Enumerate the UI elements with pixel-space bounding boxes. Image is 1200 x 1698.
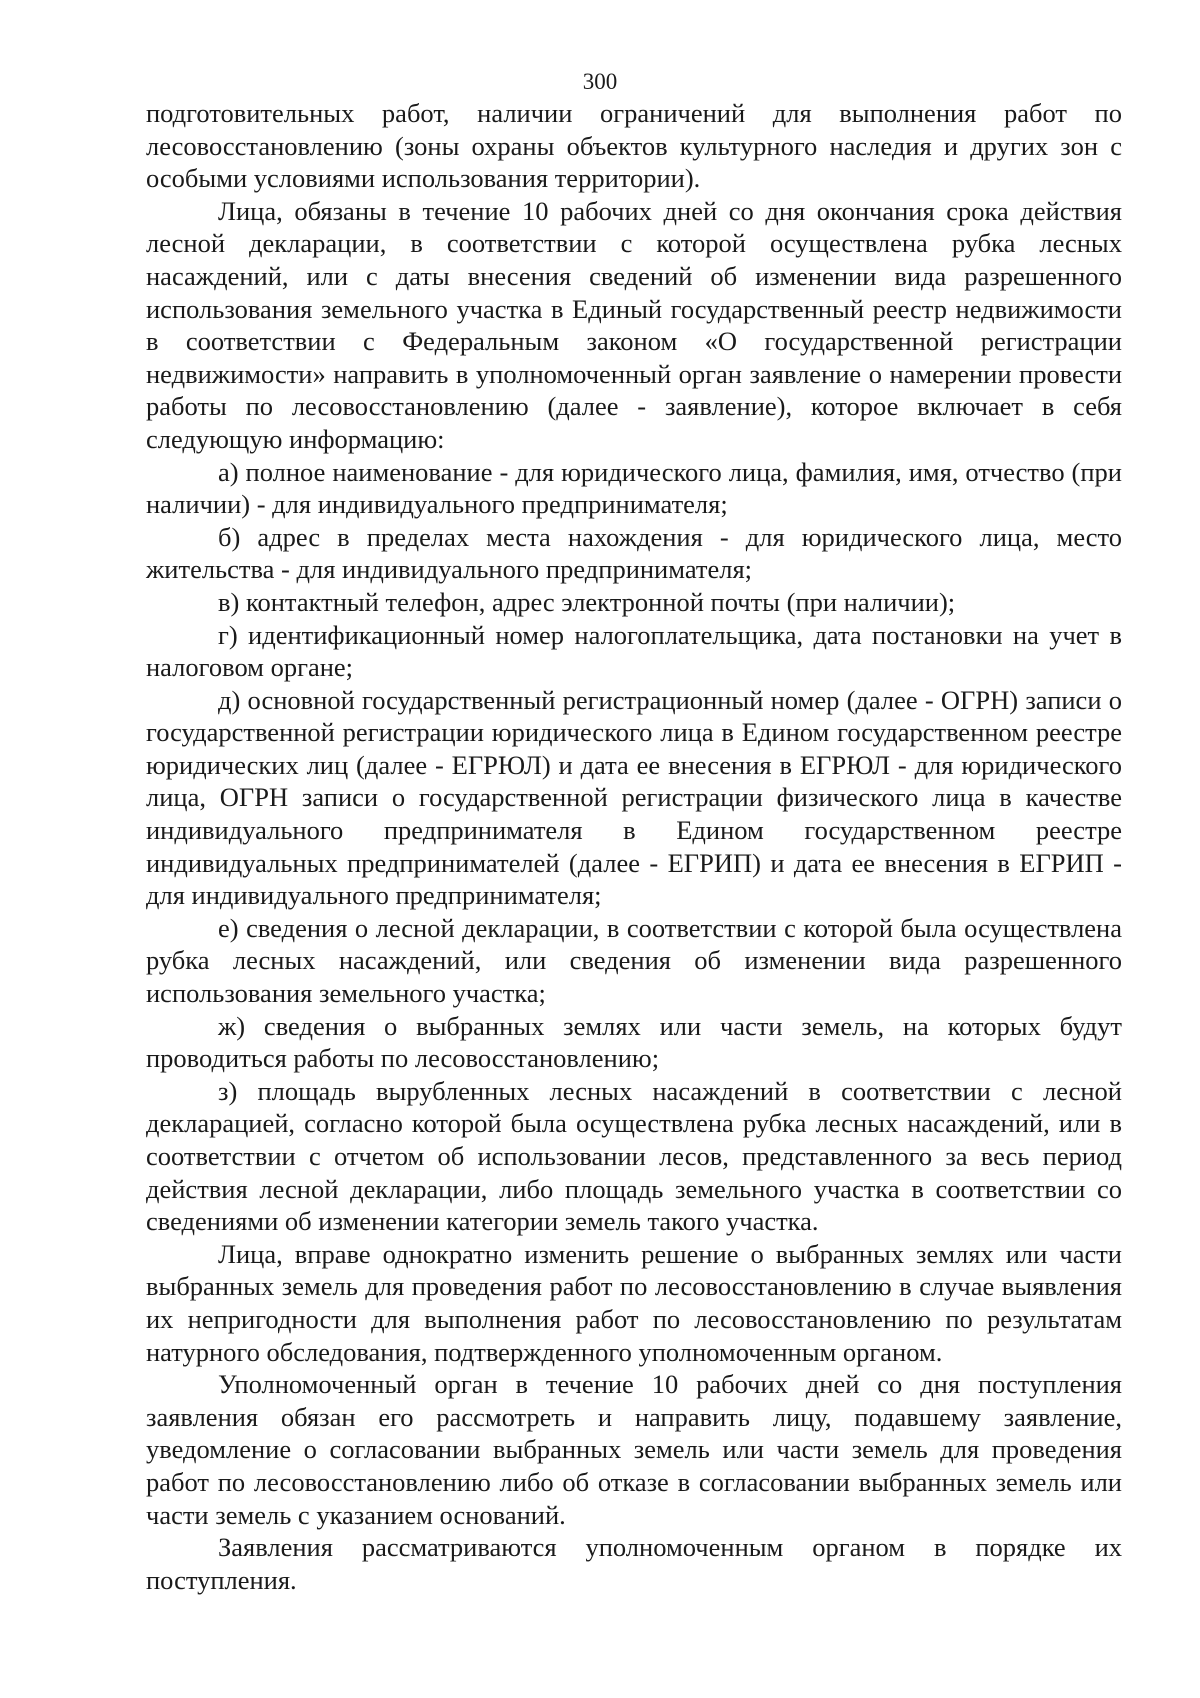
paragraph-change-decision: Лица, вправе однократно изменить решение о выбранных землях или части выбранных земель для проведения работ по лесовосстановлению в случае выявления их непригодности для выполнения работ по лесовосстановлению по результатам натурного обследования, подтвержденного уполномоченным органом. <box>146 1238 1122 1367</box>
paragraph-order-of-review: Заявления рассматриваются уполномоченным органом в порядке их поступления. <box>146 1532 1122 1595</box>
list-item-d: д) основной государственный регистрационный номер (далее - ОГРН) записи о государственной регистрации юридического лица в Едином государственном реестре юридических лиц (далее - ЕГРЮЛ) и дата ее внесения в ЕГРЮЛ - для юридического лица, ОГРН записи о государственной регистрации физического лица в качестве индивидуального предпринимателя в Едином государственном реестре индивидуальных предпринимателей (далее - ЕГРИП) и дата ее внесения в ЕГРИП - для индивидуального предпринимателя; <box>146 684 1122 911</box>
list-item-zh: ж) сведения о выбранных землях или части земель, на которых будут проводиться работы по лесовосстановлению; <box>146 1010 1122 1074</box>
list-item-z: з) площадь вырубленных лесных насаждений в соответствии с лесной декларацией, согласно которой была осуществлена рубка лесных насаждений, или в соответствии с отчетом об использовании лесов, представленного за весь период действия лесной декларации, либо площадь земельного участка в соответствии со сведениями об изменении категории земель такого участка. <box>146 1075 1122 1237</box>
list-item-g: г) идентификационный номер налогоплательщика, дата постановки на учет в налоговом органе; <box>146 619 1122 683</box>
document-body <box>146 97 1122 1596</box>
list-item-e: е) сведения о лесной декларации, в соответствии с которой была осуществлена рубка лесных насаждений, или сведения об изменении вида разрешенного использования земельного участка; <box>146 912 1122 1009</box>
paragraph-continuation: подготовительных работ, наличии ограничений для выполнения работ по лесовосстановлению (зоны охраны объектов культурного наследия и других зон с особыми условиями использования территории). <box>146 98 1122 194</box>
list-item-a: а) полное наименование - для юридического лица, фамилия, имя, отчество (при наличии) - для индивидуального предпринимателя; <box>146 456 1122 520</box>
paragraph-obligation-notice: Лица, обязаны в течение 10 рабочих дней со дня окончания срока действия лесной декларации, в соответствии с которой осуществлена рубка лесных насаждений, или с даты внесения сведений об изменении вида разрешенного использования земельного участка в Единый государственный реестр недвижимости в соответствии с Федеральным законом «О государственной регистрации недвижимости» направить в уполномоченный орган заявление о намерении провести работы по лесовосстановлению (далее - заявление), которое включает в себя следующую информацию: <box>146 195 1122 454</box>
page-number: 300 <box>582 69 618 94</box>
list-item-v: в) контактный телефон, адрес электронной почты (при наличии); <box>218 586 956 617</box>
paragraph-authority-review: Уполномоченный орган в течение 10 рабочих дней со дня поступления заявления обязан его рассмотреть и направить лицу, подавшему заявление, уведомление о согласовании выбранных земель или части земель для проведения работ по лесовосстановлению либо об отказе в согласовании выбранных земель или части земель с указанием оснований. <box>146 1369 1122 1530</box>
list-item-b: б) адрес в пределах места нахождения - для юридического лица, место жительства - для индивидуального предпринимателя; <box>146 521 1122 585</box>
